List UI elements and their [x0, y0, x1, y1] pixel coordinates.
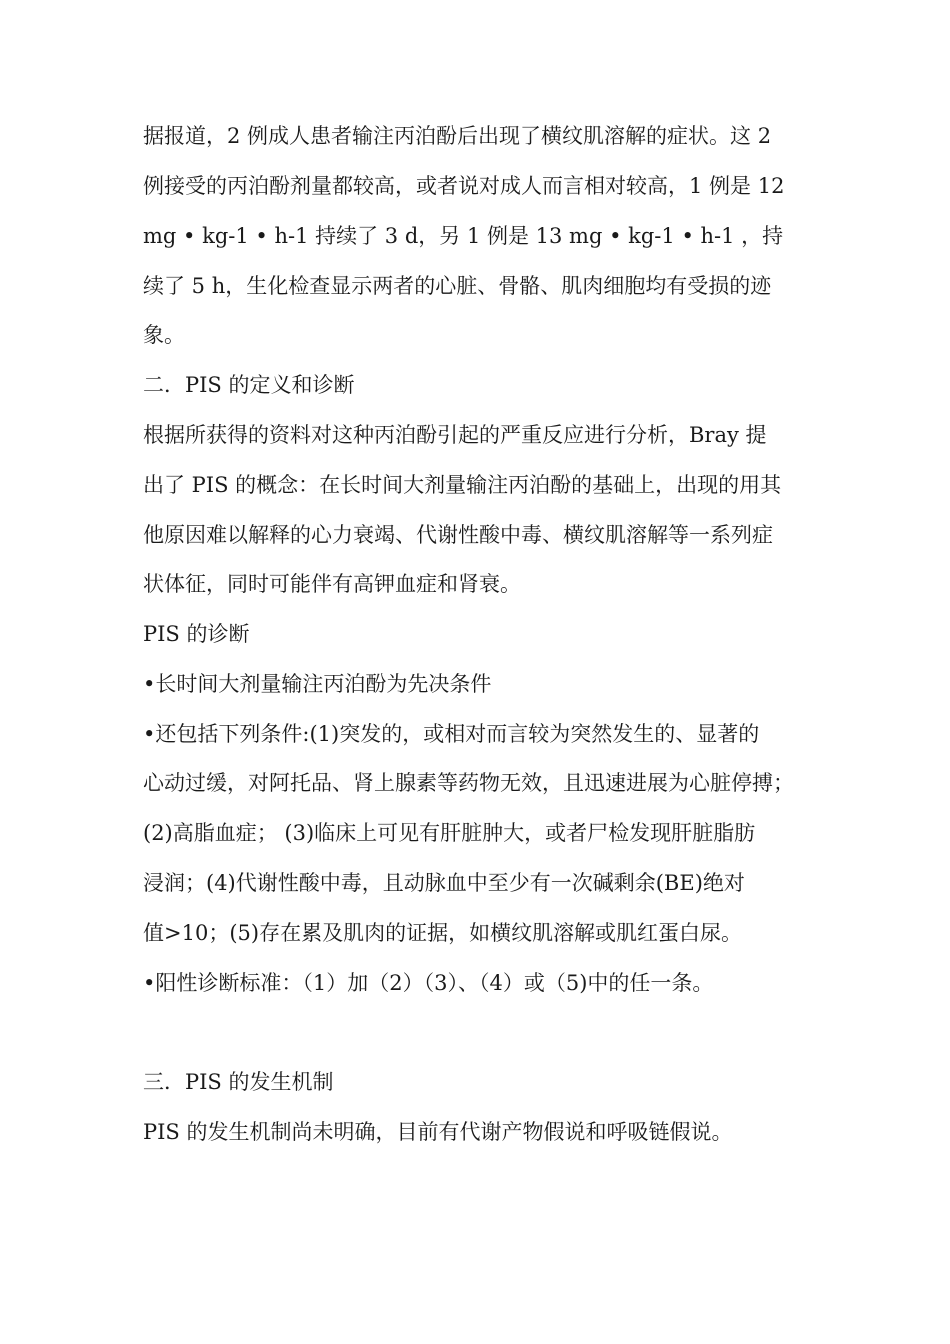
paragraph-line: PIS 的发生机制尚未明确，目前有代谢产物假说和呼吸链假说。 — [143, 1120, 733, 1144]
paragraph-line: 他原因难以解释的心力衰竭、代谢性酸中毒、横纹肌溶解等一系列症 — [143, 523, 773, 547]
paragraph-line: 据报道，2 例成人患者输注丙泊酚后出现了横纹肌溶解的症状。这 2 — [143, 124, 772, 148]
paragraph-line: 心动过缓，对阿托品、肾上腺素等药物无效，且迅速进展为心脏停搏； — [143, 771, 794, 795]
paragraph-line: 浸润；(4)代谢性酸中毒，且动脉血中至少有一次碱剩余(BE)绝对 — [143, 871, 745, 895]
paragraph-line: 根据所获得的资料对这种丙泊酚引起的严重反应进行分析，Bray 提 — [143, 423, 767, 447]
paragraph-line: mg • kg-1 • h-1 持续了 3 d，另 1 例是 13 mg • kg-1 • h-1 ，持 — [143, 224, 784, 248]
paragraph-line: 续了 5 h，生化检查显示两者的心脏、骨骼、肌肉细胞均有受损的迹 — [143, 274, 772, 298]
paragraph-line: 象。 — [143, 323, 185, 347]
paragraph-line: 状体征，同时可能伴有高钾血症和肾衰。 — [143, 572, 521, 596]
paragraph-line: 值>10；(5)存在累及肌肉的证据，如横纹肌溶解或肌红蛋白尿。 — [143, 921, 743, 945]
paragraph-line: 出了 PIS 的概念：在长时间大剂量输注丙泊酚的基础上，出现的用其 — [143, 473, 782, 497]
section-heading: 二．PIS 的定义和诊断 — [143, 373, 355, 397]
paragraph-line: 例接受的丙泊酚剂量都较高，或者说对成人而言相对较高，1 例是 12 — [143, 174, 785, 198]
paragraph-line: (2)高脂血症； (3)临床上可见有肝脏肿大，或者尸检发现肝脏脂肪 — [143, 821, 756, 845]
bullet-item: •长时间大剂量输注丙泊酚为先决条件 — [143, 672, 492, 696]
bullet-item: •还包括下列条件:(1)突发的，或相对而言较为突然发生的、显著的 — [143, 722, 760, 746]
bullet-item: •阳性诊断标准：（1）加（2）（3）、（4）或（5)中的任一条。 — [143, 971, 714, 995]
section-heading: 三．PIS 的发生机制 — [143, 1070, 334, 1094]
subheading: PIS 的诊断 — [143, 622, 250, 646]
